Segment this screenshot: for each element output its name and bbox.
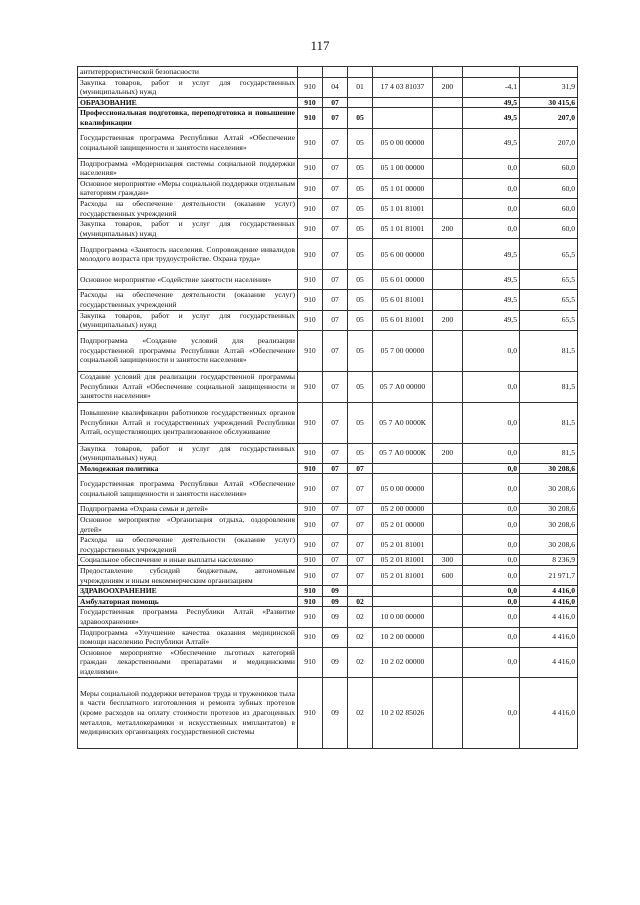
row-name-cell: Молодежная политика (78, 463, 298, 474)
expense-type-code-cell (433, 128, 463, 158)
department-code-cell: 910 (298, 198, 323, 218)
amount-total-cell: 65,5 (520, 239, 578, 270)
table-row (78, 586, 578, 597)
subsection-code-cell (348, 586, 373, 597)
expense-type-code-cell (433, 627, 463, 647)
table-row (78, 515, 578, 535)
amount-change-cell: 0,0 (463, 178, 520, 198)
table-row (78, 443, 578, 463)
target-article-code-cell (373, 108, 433, 128)
department-code-cell: 910 (298, 515, 323, 535)
amount-total-cell: 65,5 (520, 310, 578, 330)
subsection-code-cell: 05 (348, 310, 373, 330)
table-row (78, 198, 578, 218)
row-name-cell: Основное мероприятие «Организация отдыха, оздоровления детей» (78, 515, 298, 535)
department-code-cell: 910 (298, 239, 323, 270)
amount-change-cell: -4,1 (463, 77, 520, 97)
row-name-cell: Подпрограмма «Охрана семьи и детей» (78, 504, 298, 515)
subsection-code-cell: 05 (348, 239, 373, 270)
page-number: 117 (310, 38, 330, 53)
row-name-cell: Социальное обеспечение и иные выплаты населению (78, 555, 298, 566)
table-row (78, 627, 578, 647)
section-code-cell: 09 (323, 586, 348, 597)
expense-type-code-cell (433, 596, 463, 607)
subsection-code-cell: 05 (348, 330, 373, 371)
table-row (78, 67, 578, 78)
section-code-cell: 07 (323, 158, 348, 178)
department-code-cell: 910 (298, 443, 323, 463)
row-name-cell: Подпрограмма «Занятость населения. Сопровождение инвалидов молодого возраста при трудоустройстве. Охрана труда» (78, 239, 298, 270)
amount-change-cell: 0,0 (463, 504, 520, 515)
department-code-cell: 910 (298, 504, 323, 515)
expense-type-code-cell (433, 239, 463, 270)
department-code-cell: 910 (298, 555, 323, 566)
table-row (78, 402, 578, 443)
department-code-cell: 910 (298, 290, 323, 310)
table-row (78, 158, 578, 178)
section-code-cell: 07 (323, 515, 348, 535)
amount-total-cell: 31,9 (520, 77, 578, 97)
subsection-code-cell: 05 (348, 270, 373, 290)
amount-total-cell: 30 208,6 (520, 535, 578, 555)
expense-type-code-cell (433, 607, 463, 627)
target-article-code-cell: 05 6 01 00000 (373, 270, 433, 290)
amount-total-cell: 60,0 (520, 158, 578, 178)
department-code-cell: 910 (298, 97, 323, 108)
section-code-cell: 07 (323, 198, 348, 218)
department-code-cell: 910 (298, 596, 323, 607)
target-article-code-cell: 05 7 А0 00000 (373, 371, 433, 402)
section-code-cell (323, 67, 348, 78)
expense-type-code-cell (433, 270, 463, 290)
expense-type-code-cell: 200 (433, 310, 463, 330)
expense-type-code-cell (433, 290, 463, 310)
target-article-code-cell: 05 1 01 81001 (373, 219, 433, 239)
subsection-code-cell: 05 (348, 128, 373, 158)
amount-total-cell: 60,0 (520, 198, 578, 218)
target-article-code-cell (373, 586, 433, 597)
department-code-cell: 910 (298, 474, 323, 504)
department-code-cell: 910 (298, 270, 323, 290)
expense-type-code-cell: 200 (433, 219, 463, 239)
section-code-cell: 07 (323, 535, 348, 555)
subsection-code-cell: 07 (348, 515, 373, 535)
target-article-code-cell: 05 1 00 00000 (373, 158, 433, 178)
amount-change-cell: 49,5 (463, 239, 520, 270)
target-article-code-cell: 10 2 02 85026 (373, 677, 433, 748)
department-code-cell: 910 (298, 310, 323, 330)
department-code-cell (298, 67, 323, 78)
table-row (78, 647, 578, 677)
section-code-cell: 07 (323, 371, 348, 402)
row-name-cell: Подпрограмма «Создание условий для реализации государственной программы Республики Алтай «Обеспечение социальной защищенности и занятости населения» (78, 330, 298, 371)
amount-change-cell: 49,5 (463, 290, 520, 310)
table-row (78, 310, 578, 330)
row-name-cell: Закупка товаров, работ и услуг для государственных (муниципальных) нужд (78, 219, 298, 239)
table-row (78, 535, 578, 555)
section-code-cell: 07 (323, 108, 348, 128)
target-article-code-cell (373, 596, 433, 607)
section-code-cell: 09 (323, 627, 348, 647)
department-code-cell: 910 (298, 330, 323, 371)
row-name-cell: ОБРАЗОВАНИЕ (78, 97, 298, 108)
department-code-cell: 910 (298, 677, 323, 748)
amount-change-cell: 0,0 (463, 219, 520, 239)
expense-type-code-cell (433, 67, 463, 78)
amount-total-cell: 30 415,6 (520, 97, 578, 108)
department-code-cell: 910 (298, 535, 323, 555)
amount-total-cell: 30 208,6 (520, 474, 578, 504)
expense-type-code-cell (433, 198, 463, 218)
amount-change-cell: 49,5 (463, 97, 520, 108)
table-row (78, 504, 578, 515)
table-row (78, 566, 578, 586)
table-row (78, 97, 578, 108)
target-article-code-cell: 05 6 00 00000 (373, 239, 433, 270)
row-name-cell: Меры социальной поддержки ветеранов труда и тружеников тыла в части бесплатного изготовления и ремонта зубных протезов (кроме расходов на оплату стоимости протезов из драгоценных металлов, металлокерамики и искусственных имплантатов) в медицинских организациях государственной системы (78, 677, 298, 748)
amount-total-cell: 4 416,0 (520, 607, 578, 627)
amount-change-cell: 0,0 (463, 607, 520, 627)
amount-total-cell: 8 236,9 (520, 555, 578, 566)
section-code-cell: 04 (323, 77, 348, 97)
section-code-cell: 09 (323, 607, 348, 627)
expense-type-code-cell (433, 158, 463, 178)
amount-change-cell: 49,5 (463, 128, 520, 158)
amount-change-cell: 49,5 (463, 310, 520, 330)
department-code-cell: 910 (298, 566, 323, 586)
table-row (78, 270, 578, 290)
row-name-cell: Подпрограмма «Улучшение качества оказания медицинской помощи населению Республики Алтай» (78, 627, 298, 647)
subsection-code-cell: 07 (348, 566, 373, 586)
subsection-code-cell: 02 (348, 627, 373, 647)
table-row (78, 128, 578, 158)
expense-type-code-cell: 200 (433, 443, 463, 463)
subsection-code-cell: 07 (348, 463, 373, 474)
row-name-cell: Профессиональная подготовка, переподготовка и повышение квалификации (78, 108, 298, 128)
amount-total-cell (520, 67, 578, 78)
amount-change-cell: 0,0 (463, 158, 520, 178)
department-code-cell: 910 (298, 128, 323, 158)
target-article-code-cell: 05 6 01 81001 (373, 310, 433, 330)
row-name-cell: Подпрограмма «Модернизация системы социальной поддержки населения» (78, 158, 298, 178)
target-article-code-cell: 05 7 00 00000 (373, 330, 433, 371)
section-code-cell: 07 (323, 270, 348, 290)
amount-total-cell: 81,5 (520, 443, 578, 463)
amount-change-cell: 0,0 (463, 402, 520, 443)
table-row (78, 474, 578, 504)
target-article-code-cell: 10 2 02 00000 (373, 647, 433, 677)
subsection-code-cell: 02 (348, 596, 373, 607)
department-code-cell: 910 (298, 463, 323, 474)
department-code-cell: 910 (298, 627, 323, 647)
expense-type-code-cell (433, 647, 463, 677)
subsection-code-cell: 01 (348, 77, 373, 97)
target-article-code-cell: 05 2 01 00000 (373, 515, 433, 535)
subsection-code-cell: 07 (348, 504, 373, 515)
amount-total-cell: 4 416,0 (520, 647, 578, 677)
table-row (78, 219, 578, 239)
subsection-code-cell: 05 (348, 108, 373, 128)
department-code-cell: 910 (298, 402, 323, 443)
section-code-cell: 07 (323, 402, 348, 443)
amount-total-cell: 4 416,0 (520, 627, 578, 647)
target-article-code-cell: 05 0 00 00000 (373, 474, 433, 504)
expense-type-code-cell (433, 515, 463, 535)
department-code-cell: 910 (298, 77, 323, 97)
subsection-code-cell: 05 (348, 443, 373, 463)
expense-type-code-cell: 200 (433, 77, 463, 97)
target-article-code-cell: 10 0 00 00000 (373, 607, 433, 627)
amount-change-cell: 0,0 (463, 371, 520, 402)
amount-total-cell: 81,5 (520, 371, 578, 402)
section-code-cell: 07 (323, 463, 348, 474)
amount-total-cell: 4 416,0 (520, 586, 578, 597)
row-name-cell: Закупка товаров, работ и услуг для государственных (муниципальных) нужд (78, 77, 298, 97)
subsection-code-cell: 07 (348, 555, 373, 566)
amount-total-cell: 30 208,6 (520, 463, 578, 474)
table-row (78, 178, 578, 198)
amount-total-cell: 4 416,0 (520, 677, 578, 748)
expense-type-code-cell (433, 535, 463, 555)
amount-change-cell: 0,0 (463, 198, 520, 218)
table-row (78, 330, 578, 371)
amount-change-cell: 0,0 (463, 535, 520, 555)
row-name-cell: Расходы на обеспечение деятельности (оказание услуг) государственных учреждений (78, 290, 298, 310)
amount-total-cell: 30 208,6 (520, 504, 578, 515)
subsection-code-cell: 07 (348, 474, 373, 504)
subsection-code-cell: 02 (348, 647, 373, 677)
table-row (78, 108, 578, 128)
subsection-code-cell: 05 (348, 402, 373, 443)
expense-type-code-cell (433, 504, 463, 515)
amount-total-cell: 207,0 (520, 128, 578, 158)
amount-total-cell: 21 971,7 (520, 566, 578, 586)
amount-change-cell: 0,0 (463, 677, 520, 748)
row-name-cell: Основное мероприятие «Обеспечение льготных категорий граждан лекарственными препаратами и медицинскими изделиями» (78, 647, 298, 677)
subsection-code-cell: 07 (348, 535, 373, 555)
target-article-code-cell: 05 7 А0 0000К (373, 443, 433, 463)
amount-change-cell: 0,0 (463, 443, 520, 463)
section-code-cell: 07 (323, 239, 348, 270)
department-code-cell: 910 (298, 371, 323, 402)
row-name-cell: Предоставление субсидий бюджетным, автономным учреждениям и иным некоммерческим организациям (78, 566, 298, 586)
amount-change-cell (463, 67, 520, 78)
amount-change-cell: 0,0 (463, 474, 520, 504)
section-code-cell: 09 (323, 647, 348, 677)
row-name-cell: Создание условий для реализации государственной программы Республики Алтай «Обеспечение социальной защищенности и занятости населения» (78, 371, 298, 402)
amount-total-cell: 30 208,6 (520, 515, 578, 535)
section-code-cell: 07 (323, 219, 348, 239)
department-code-cell: 910 (298, 158, 323, 178)
subsection-code-cell (348, 97, 373, 108)
amount-change-cell: 0,0 (463, 627, 520, 647)
target-article-code-cell (373, 67, 433, 78)
amount-change-cell: 0,0 (463, 463, 520, 474)
subsection-code-cell (348, 67, 373, 78)
section-code-cell: 07 (323, 128, 348, 158)
amount-change-cell: 49,5 (463, 108, 520, 128)
section-code-cell: 07 (323, 504, 348, 515)
expense-type-code-cell (433, 677, 463, 748)
expense-type-code-cell (433, 97, 463, 108)
target-article-code-cell: 05 6 01 81001 (373, 290, 433, 310)
subsection-code-cell: 05 (348, 158, 373, 178)
amount-change-cell: 0,0 (463, 566, 520, 586)
subsection-code-cell: 05 (348, 371, 373, 402)
target-article-code-cell (373, 463, 433, 474)
amount-total-cell: 60,0 (520, 178, 578, 198)
section-code-cell: 07 (323, 474, 348, 504)
amount-change-cell: 0,0 (463, 330, 520, 371)
section-code-cell: 07 (323, 178, 348, 198)
target-article-code-cell: 05 1 01 00000 (373, 178, 433, 198)
amount-total-cell: 81,5 (520, 330, 578, 371)
target-article-code-cell: 10 2 00 00000 (373, 627, 433, 647)
target-article-code-cell: 05 0 00 00000 (373, 128, 433, 158)
amount-change-cell: 0,0 (463, 515, 520, 535)
department-code-cell: 910 (298, 219, 323, 239)
target-article-code-cell: 17 4 03 81037 (373, 77, 433, 97)
amount-change-cell: 0,0 (463, 555, 520, 566)
table-row (78, 555, 578, 566)
target-article-code-cell: 05 2 01 81001 (373, 535, 433, 555)
department-code-cell: 910 (298, 647, 323, 677)
expense-type-code-cell: 600 (433, 566, 463, 586)
target-article-code-cell: 05 2 01 81001 (373, 555, 433, 566)
amount-total-cell: 4 416,0 (520, 596, 578, 607)
row-name-cell: Расходы на обеспечение деятельности (оказание услуг) государственных учреждений (78, 198, 298, 218)
department-code-cell: 910 (298, 586, 323, 597)
table-row (78, 371, 578, 402)
section-code-cell: 07 (323, 97, 348, 108)
row-name-cell: Повышение квалификации работников государственных органов Республики Алтай и государственных учреждений Республики Алтай, осуществляющих централизованное обслуживание (78, 402, 298, 443)
row-name-cell: Закупка товаров, работ и услуг для государственных (муниципальных) нужд (78, 443, 298, 463)
row-name-cell: Закупка товаров, работ и услуг для государственных (муниципальных) нужд (78, 310, 298, 330)
row-name-cell: ЗДРАВООХРАНЕНИЕ (78, 586, 298, 597)
table-row (78, 239, 578, 270)
row-name-cell: Государственная программа Республики Алтай «Обеспечение социальной защищенности и занятости населения» (78, 128, 298, 158)
amount-change-cell: 0,0 (463, 586, 520, 597)
section-code-cell: 07 (323, 566, 348, 586)
department-code-cell: 910 (298, 178, 323, 198)
amount-total-cell: 60,0 (520, 219, 578, 239)
section-code-cell: 07 (323, 310, 348, 330)
target-article-code-cell: 05 1 01 81001 (373, 198, 433, 218)
section-code-cell: 07 (323, 443, 348, 463)
subsection-code-cell: 05 (348, 178, 373, 198)
section-code-cell: 07 (323, 330, 348, 371)
amount-change-cell: 49,5 (463, 270, 520, 290)
section-code-cell: 09 (323, 596, 348, 607)
expense-type-code-cell (433, 108, 463, 128)
amount-change-cell: 0,0 (463, 596, 520, 607)
subsection-code-cell: 02 (348, 607, 373, 627)
row-name-cell: Государственная программа Республики Алтай «Обеспечение социальной защищенности и занятости населения» (78, 474, 298, 504)
row-name-cell: Основное мероприятие «Содействие занятости населения» (78, 270, 298, 290)
amount-total-cell: 65,5 (520, 290, 578, 310)
amount-total-cell: 207,0 (520, 108, 578, 128)
target-article-code-cell (373, 97, 433, 108)
target-article-code-cell: 05 7 А0 0000К (373, 402, 433, 443)
expense-type-code-cell (433, 178, 463, 198)
row-name-cell: Основное мероприятие «Меры социальной поддержки отдельным категориям граждан» (78, 178, 298, 198)
expense-type-code-cell (433, 463, 463, 474)
row-name-cell: Расходы на обеспечение деятельности (оказание услуг) государственных учреждений (78, 535, 298, 555)
target-article-code-cell: 05 2 00 00000 (373, 504, 433, 515)
section-code-cell: 07 (323, 290, 348, 310)
row-name-cell: Амбулаторная помощь (78, 596, 298, 607)
subsection-code-cell: 05 (348, 290, 373, 310)
amount-total-cell: 65,5 (520, 270, 578, 290)
department-code-cell: 910 (298, 108, 323, 128)
amount-total-cell: 81,5 (520, 402, 578, 443)
table-row (78, 607, 578, 627)
expense-type-code-cell (433, 474, 463, 504)
table-row (78, 290, 578, 310)
table-row (78, 677, 578, 748)
table-row (78, 596, 578, 607)
target-article-code-cell: 05 2 01 81001 (373, 566, 433, 586)
expense-type-code-cell (433, 371, 463, 402)
table-row (78, 463, 578, 474)
department-code-cell: 910 (298, 607, 323, 627)
budget-table (77, 66, 578, 749)
row-name-cell: Государственная программа Республики Алтай «Развитие здравоохранения» (78, 607, 298, 627)
expense-type-code-cell: 300 (433, 555, 463, 566)
subsection-code-cell: 05 (348, 198, 373, 218)
expense-type-code-cell (433, 402, 463, 443)
table-row (78, 77, 578, 97)
expense-type-code-cell (433, 330, 463, 371)
amount-change-cell: 0,0 (463, 647, 520, 677)
subsection-code-cell: 05 (348, 219, 373, 239)
expense-type-code-cell (433, 586, 463, 597)
section-code-cell: 07 (323, 555, 348, 566)
subsection-code-cell: 02 (348, 677, 373, 748)
row-name-cell: антитеррористической безопасности (78, 67, 298, 78)
section-code-cell: 09 (323, 677, 348, 748)
